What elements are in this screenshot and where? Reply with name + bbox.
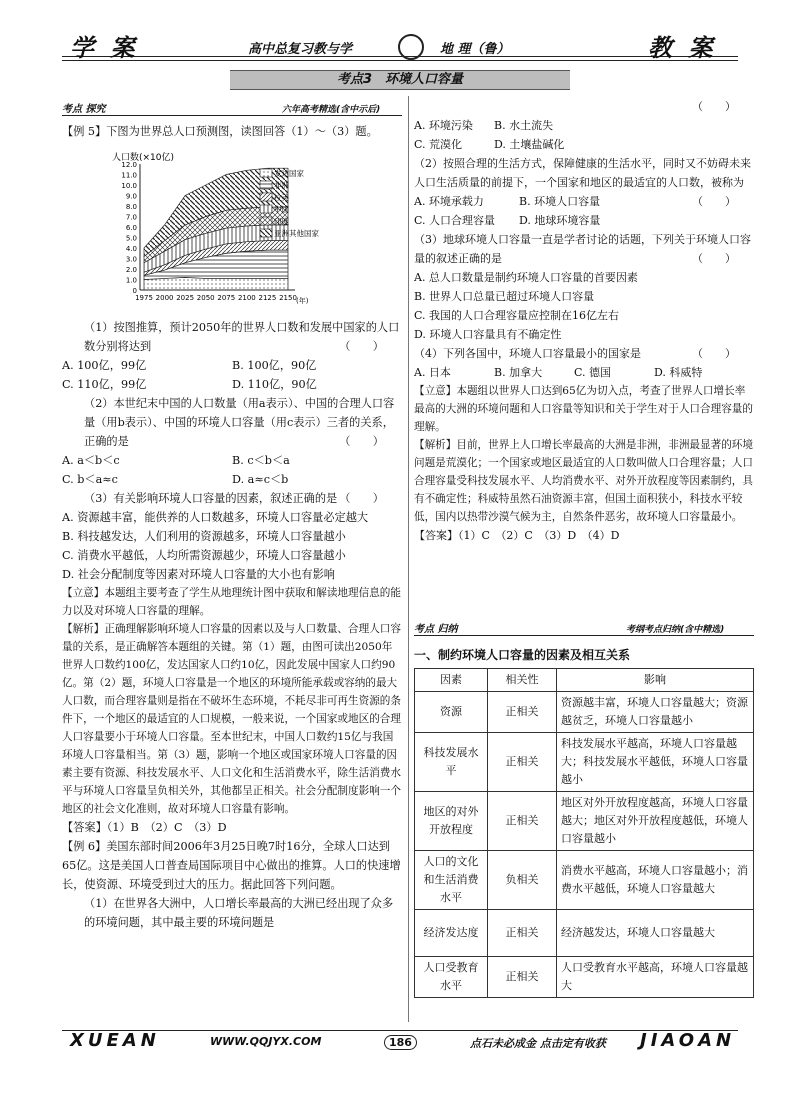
table-header-cell: 影响: [557, 669, 754, 692]
option: C. 人口合理容量: [414, 214, 496, 227]
right-column: [414, 97, 754, 545]
table-cell: 消费水平越高，环境人口容量越小；消费水平越低，环境人口容量越大: [557, 851, 754, 910]
option: A. 100亿，99亿: [62, 359, 147, 372]
chart-y-tick-label: 6.0: [125, 224, 137, 232]
ex6-q4: （4）下列各国中，环境人口容量最小的国家是 （ ）: [414, 347, 736, 360]
table-cell: 科技发展水平越高，环境人口容量越大；科技发展水平越低，环境人口容量越小: [557, 733, 754, 792]
page-number: 186: [384, 1035, 417, 1050]
chart-y-tick-label: 1.0: [125, 276, 137, 285]
chart-legend-swatch: [260, 217, 272, 225]
chart-legend-swatch: [260, 229, 272, 237]
option: A. 环境承载力: [414, 195, 484, 208]
table-header-cell: 因素: [415, 669, 488, 692]
chart-legend-label: 亚洲其他国家: [274, 229, 319, 238]
chart-y-tick-label: 9.0: [125, 192, 137, 201]
ex5-q1-options: [62, 356, 402, 375]
ex5-q2: （2）本世纪末中国的人口数量（用a表示）、中国的合理人口容量（用b表示）、中国的环境人口容量（用c表示）三者的关系，正确的是 （ ）: [84, 397, 395, 448]
footer-slogan: 点石未必成金 点击定有收获: [470, 1037, 606, 1050]
table-cell: 经济越发达，环境人口容量越大: [557, 910, 754, 957]
footer-rule: [62, 1030, 738, 1031]
table-row: [415, 851, 754, 910]
chart-y-tick-label: 7.0: [125, 213, 137, 222]
ex5-answer: 【答案】（1）B （2）C （3）D: [62, 821, 227, 834]
right-tag-rule: [414, 635, 754, 636]
table-cell: 负相关: [488, 851, 557, 910]
chart-legend-label: 中国: [274, 205, 289, 214]
chart-legend-swatch: [260, 169, 272, 177]
header-left-brand: 学 案: [70, 34, 139, 62]
option: B. 水土流失: [494, 119, 554, 132]
chart-y-tick-label: 4.0: [125, 245, 137, 253]
chart-legend-swatch: [260, 205, 272, 213]
ex6-q1-options: [414, 116, 754, 135]
option: A. a＜b＜c: [62, 454, 120, 467]
chart-x-tick-label: 1975: [135, 294, 153, 302]
left-column: [62, 122, 402, 141]
chart-legend-swatch: [260, 193, 272, 201]
table-cell: 正相关: [488, 910, 557, 957]
option: B. 科技越发达，人们利用的资源越多，环境人口容量越小: [62, 530, 346, 543]
table-cell: 人口受教育水平: [415, 957, 488, 998]
ex6-q4-options: [414, 363, 754, 382]
chart-x-tick-label: 2025: [176, 294, 195, 302]
chart-legend-label: 印度: [274, 217, 289, 226]
header-rule: [62, 56, 738, 57]
chart-area-series: [144, 277, 288, 290]
option: C. 消费水平越低，人均所需资源越少，环境人口容量越小: [62, 549, 346, 562]
ex6-intro: 【例 6】美国东部时间2006年3月25日晚7时16分，全球人口达到65亿。这是美国人口普查局国际项目中心做出的推算。人口的快速增长，使资源、环境受到过大的压力。据此回答下列问题。: [62, 840, 401, 891]
example5-questions: [62, 318, 402, 929]
option: C. 我国的人口合理容量应控制在16亿左右: [414, 309, 620, 322]
table-cell: 人口受教育水平越高，环境人口容量越大: [557, 957, 754, 998]
table-cell: 正相关: [488, 692, 557, 733]
chart-y-tick-label: 2.0: [125, 266, 137, 274]
ex5-q2-options-2: [62, 470, 402, 489]
table-cell: 正相关: [488, 733, 557, 792]
option: A. 资源越丰富，能供养的人口数越多，环境人口容量必定越大: [62, 511, 369, 524]
table-cell: 地区的对外开放程度: [415, 792, 488, 851]
table-header-cell: 相关性: [488, 669, 557, 692]
option: B. 加拿大: [494, 366, 543, 379]
table-cell: 正相关: [488, 957, 557, 998]
table-cell: 资源: [415, 692, 488, 733]
option: D. 110亿，90亿: [232, 378, 317, 391]
ex6-q2-options-2: [414, 211, 754, 230]
table-header-row: [415, 669, 754, 692]
header-rule-2: [62, 60, 738, 61]
option: D. 社会分配制度等因素对环境人口容量的大小也有影响: [62, 568, 335, 581]
table-cell: 经济发达度: [415, 910, 488, 957]
table-row: [415, 692, 754, 733]
option: B. 环境人口容量: [519, 195, 601, 208]
chart-y-tick-label: 3.0: [125, 255, 137, 264]
chart-legend-label: 拉美: [274, 193, 289, 202]
chart-y-tick-label: 8.0: [125, 203, 137, 211]
option: D. a≈c＜b: [232, 473, 289, 486]
table-cell: 正相关: [488, 792, 557, 851]
chart-y-tick-label: 12.0: [121, 161, 137, 169]
option: C. 110亿，99亿: [62, 378, 147, 391]
option: B. c＜b＜a: [232, 454, 290, 467]
table-cell: 人口的文化和生活消费水平: [415, 851, 488, 910]
chart-legend-label: 发达国家: [274, 169, 304, 178]
ex6-q2-options: [414, 192, 692, 211]
ex5-liyi: 【立意】本题组主要考查了学生从地理统计图中获取和解读地理信息的能力以及对环境人口容量的理解。: [62, 587, 401, 617]
header-right-brand: 教 案: [648, 34, 717, 62]
chart-y-tick-label: 10.0: [121, 182, 137, 190]
chart-xlabel: (年): [296, 297, 309, 305]
table-row: [415, 910, 754, 957]
chart-x-tick-label: 2075: [217, 294, 236, 302]
logo-icon: [398, 34, 424, 60]
option: A. 环境污染: [414, 119, 473, 132]
chart-y-ticks: [121, 161, 137, 295]
chart-x-tick-label: 2125: [258, 294, 277, 302]
option: B. 100亿，90亿: [232, 359, 317, 372]
chart-x-tick-label: 2100: [237, 294, 256, 302]
chart-y-tick-label: 0: [132, 287, 137, 295]
chart-ylabel: 人口数(×10亿): [112, 153, 175, 163]
table-heading: 一、制约环境人口容量的因素及相互关系: [414, 648, 631, 662]
ex6-q1: （1）在世界各大洲中，人口增长率最高的大洲已经出现了众多的环境问题，其中最主要的环境问题是: [84, 897, 394, 929]
chart-x-tick-label: 2050: [196, 294, 215, 302]
ex5-q1-options-2: [62, 375, 402, 394]
table-row: [415, 957, 754, 998]
option: C. 德国: [574, 366, 612, 379]
option: B. 世界人口总量已超过环境人口容量: [414, 290, 595, 303]
ex6-jiexi: 【解析】目前，世界上人口增长率最高的大洲是非洲，非洲最显著的环境问题是荒漠化；一个国家或地区最适宜的人口数叫做人口合理容量；人口合理容量受科技发展水平、人均消费水平、对外开放程度等因素制约，具有不确定性；科威特虽然石油资源丰富，但国土面积狭小，科技水平较低，国内以热带沙漠气候为主，自然条件恶劣，故环境人口容量最小。: [414, 439, 753, 523]
option: A. 日本: [414, 366, 451, 379]
ex5-q1: （1）按图推算，预计2050年的世界人口数和发展中国家的人口数分别将达到 （ ）: [84, 321, 400, 353]
population-chart: [110, 150, 330, 310]
right-tag-note: 考纲考点归纳(含中精选): [626, 625, 725, 635]
option: A. 总人口数量是制约环境人口容量的首要因素: [414, 271, 638, 284]
left-tag-rule: [62, 115, 402, 116]
chart-x-tick-label: 2150: [279, 294, 297, 302]
ex5-q3: （3）有关影响环境人口容量的因素，叙述正确的是 （ ）: [84, 492, 384, 505]
factors-table: [414, 668, 754, 998]
option: D. 环境人口容量具有不确定性: [414, 328, 562, 341]
column-divider: [408, 96, 409, 1022]
footer-right-brand: JIAOAN: [640, 1030, 736, 1051]
header-book-title: 高中总复习教与学: [248, 42, 353, 57]
ex5-jiexi: 【解析】正确理解影响环境人口容量的因素以及与人口数量、合理人口容量的关系，是正确解答本题组的关键。第（1）题，由图可读出2050年世界人口数约100亿，发达国家人口约10亿，因此发展中国家人口约90亿。第（2）题，环境人口容量是一个地区的环境所能承载或容纳的最大人口数，而合理容量则是指在不破坏生态环境，不耗尽非可再生资源的条件下，一个地区的最适宜的人口规模，一般来说，一个国家或地区的合理人口容量要小于环境人口容量。至本世纪末，中国人口数约15亿与我国环境人口容量相当。第（3）题，影响一个地区或国家环境人口容量的因素主要有资源、科技发展水平、人口文化和生活消费水平，除生活消费水平与环境人口容量呈负相关外，其他都呈正相关。社会分配制度影响一个地区的社会文化准则，故对环境人口容量有影响。: [62, 623, 401, 815]
chart-legend-label: 非洲: [274, 181, 289, 190]
chart-y-tick-label: 5.0: [125, 234, 137, 243]
left-section-tag: 考点 探究: [62, 104, 106, 115]
footer-site: WWW.QQJYX.COM: [210, 1035, 322, 1048]
chart-y-tick-label: 11.0: [121, 171, 137, 180]
left-tag-note: 六年高考精选(含中示后): [282, 105, 381, 115]
table-cell: 地区对外开放程度越高，环境人口容量越大；地区对外开放程度越低，环境人口容量越小: [557, 792, 754, 851]
option: C. 荒漠化: [414, 138, 463, 151]
option: D. 科威特: [654, 366, 703, 379]
chart-legend-swatch: [260, 181, 272, 189]
example5-intro: 【例 5】下图为世界总人口预测图，读图回答（1）～（3）题。: [62, 125, 378, 138]
chart-x-tick-label: 2000: [155, 294, 174, 302]
table-cell: 资源越丰富，环境人口容量越大；资源越贫乏，环境人口容量越小: [557, 692, 754, 733]
table-cell: 科技发展水平: [415, 733, 488, 792]
ex6-q1-options-2: [414, 135, 754, 154]
option: D. 地球环境容量: [519, 214, 601, 227]
table-row: [415, 792, 754, 851]
header-subject: 地 理（鲁）: [440, 42, 510, 57]
ex6-q3: （3）地球环境人口容量一直是学者讨论的话题，下列关于环境人口容量的叙述正确的是 （ ）: [414, 233, 751, 265]
option: D. 土壤盐碱化: [494, 138, 565, 151]
option: C. b＜a≈c: [62, 473, 118, 486]
ex5-q2-options: [62, 451, 402, 470]
footer-left-brand: XUEAN: [70, 1030, 160, 1051]
ex6-q2: （2）按照合理的生活方式，保障健康的生活水平，同时又不妨碍未来人口生活质量的前提下，一个国家和地区的最适宜的人口数，被称为 （ ）: [414, 157, 751, 208]
ex6-answer: 【答案】（1）C （2）C （3）D （4）D: [414, 529, 620, 542]
chart-x-ticks: [135, 294, 297, 302]
ex6-q1-paren: （ ）: [692, 100, 736, 113]
section-title: 考点3 环境人口容量: [230, 70, 570, 90]
right-section-tag: 考点 归纳: [414, 624, 458, 635]
ex6-liyi: 【立意】本题组以世界人口达到65亿为切入点，考查了世界人口增长率最高的大洲的环境问题和人口容量等知识和关于学生对于人口合理容量的理解。: [414, 385, 753, 433]
table-row: [415, 733, 754, 792]
